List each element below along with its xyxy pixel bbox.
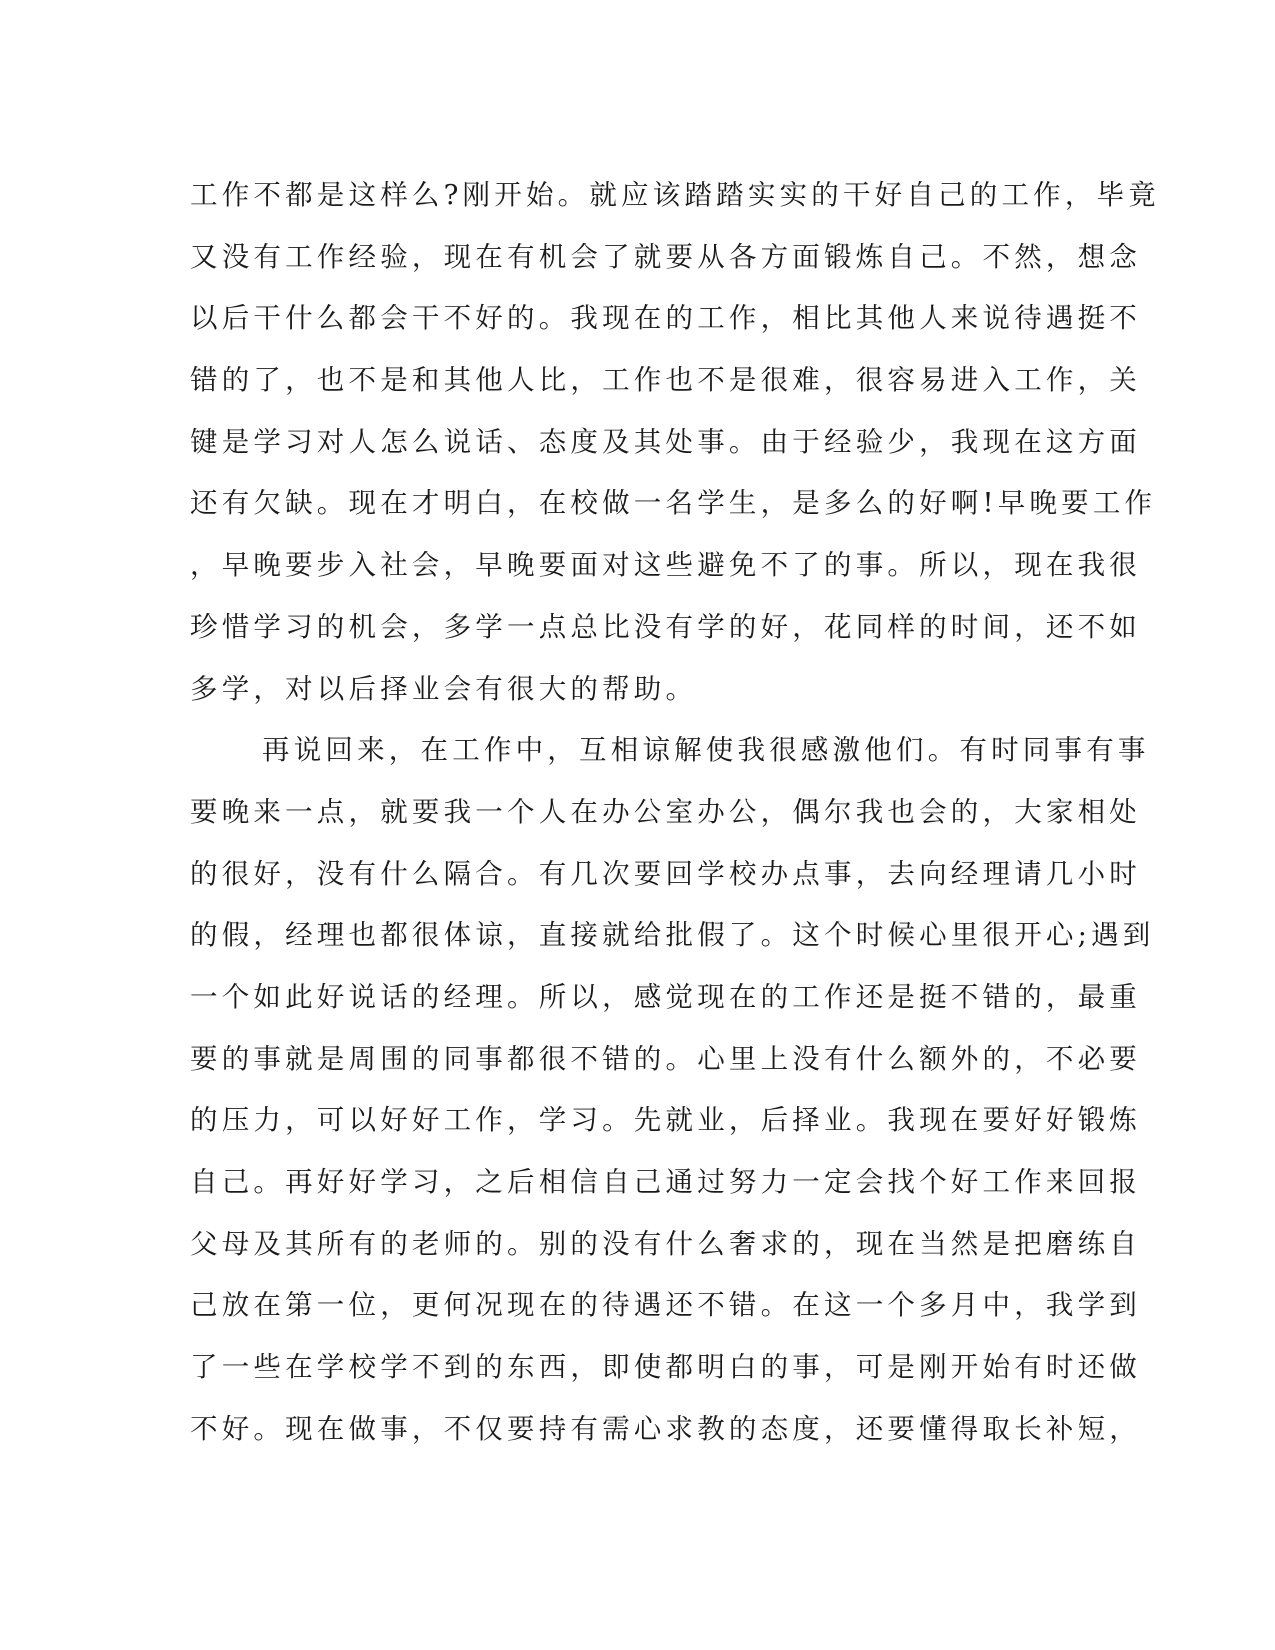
- text-line: 多学，对以后择业会有很大的帮助。: [190, 672, 698, 705]
- text-line: 珍惜学习的机会，多学一点总比没有学的好，花同样的时间，还不如: [190, 610, 1141, 643]
- text-line: 了一些在学校学不到的东西，即使都明白的事，可是刚开始有时还做: [190, 1351, 1141, 1384]
- text-line: 的压力，可以好好工作，学习。先就业，后择业。我现在要好好锻炼: [190, 1104, 1141, 1137]
- text-line: 还有欠缺。现在才明白，在校做一名学生，是多么的好啊!早晚要工作: [190, 487, 1157, 520]
- text-line: 工作不都是这样么?刚开始。就应该踏踏实实的干好自己的工作，毕竟: [190, 179, 1160, 211]
- text-line: 的假，经理也都很体谅，直接就给批假了。这个时候心里很开心;遇到: [190, 919, 1155, 952]
- text-line: 要晚来一点，就要我一个人在办公室办公，偶尔我也会的，大家相处: [190, 795, 1141, 828]
- text-line: 键是学习对人怎么说话、态度及其处事。由于经验少，我现在这方面: [190, 425, 1141, 458]
- text-line: 父母及其所有的老师的。别的没有什么奢求的，现在当然是把磨练自: [190, 1227, 1141, 1260]
- text-line: 的很好，没有什么隔合。有几次要回学校办点事，去向经理请几小时: [190, 857, 1141, 890]
- text-line: 要的事就是周围的同事都很不错的。心里上没有什么额外的，不必要: [190, 1042, 1141, 1075]
- text-line: 己放在第一位，更何况现在的待遇还不错。在这一个多月中，我学到: [190, 1289, 1141, 1322]
- text-line: 错的了，也不是和其他人比，工作也不是很难，很容易进入工作，关: [190, 364, 1141, 397]
- text-line: 以后干什么都会干不好的。我现在的工作，相比其他人来说待遇挺不: [190, 302, 1141, 335]
- paragraph-start-line: 再说回来，在工作中，互相谅解使我很感激他们。有时同事有事: [262, 734, 1150, 767]
- text-line: ，早晚要步入社会，早晚要面对这些避免不了的事。所以，现在我很: [190, 549, 1141, 582]
- text-line: 不好。现在做事，不仅要持有需心求教的态度，还要懂得取长补短，: [190, 1412, 1141, 1445]
- text-line: 一个如此好说话的经理。所以，感觉现在的工作还是挺不错的，最重: [190, 980, 1141, 1013]
- body-text: [190, 165, 1160, 1460]
- text-line: 又没有工作经验，现在有机会了就要从各方面锻炼自己。不然，想念: [190, 240, 1141, 273]
- text-line: 自己。再好好学习，之后相信自己通过努力一定会找个好工作来回报: [190, 1166, 1141, 1198]
